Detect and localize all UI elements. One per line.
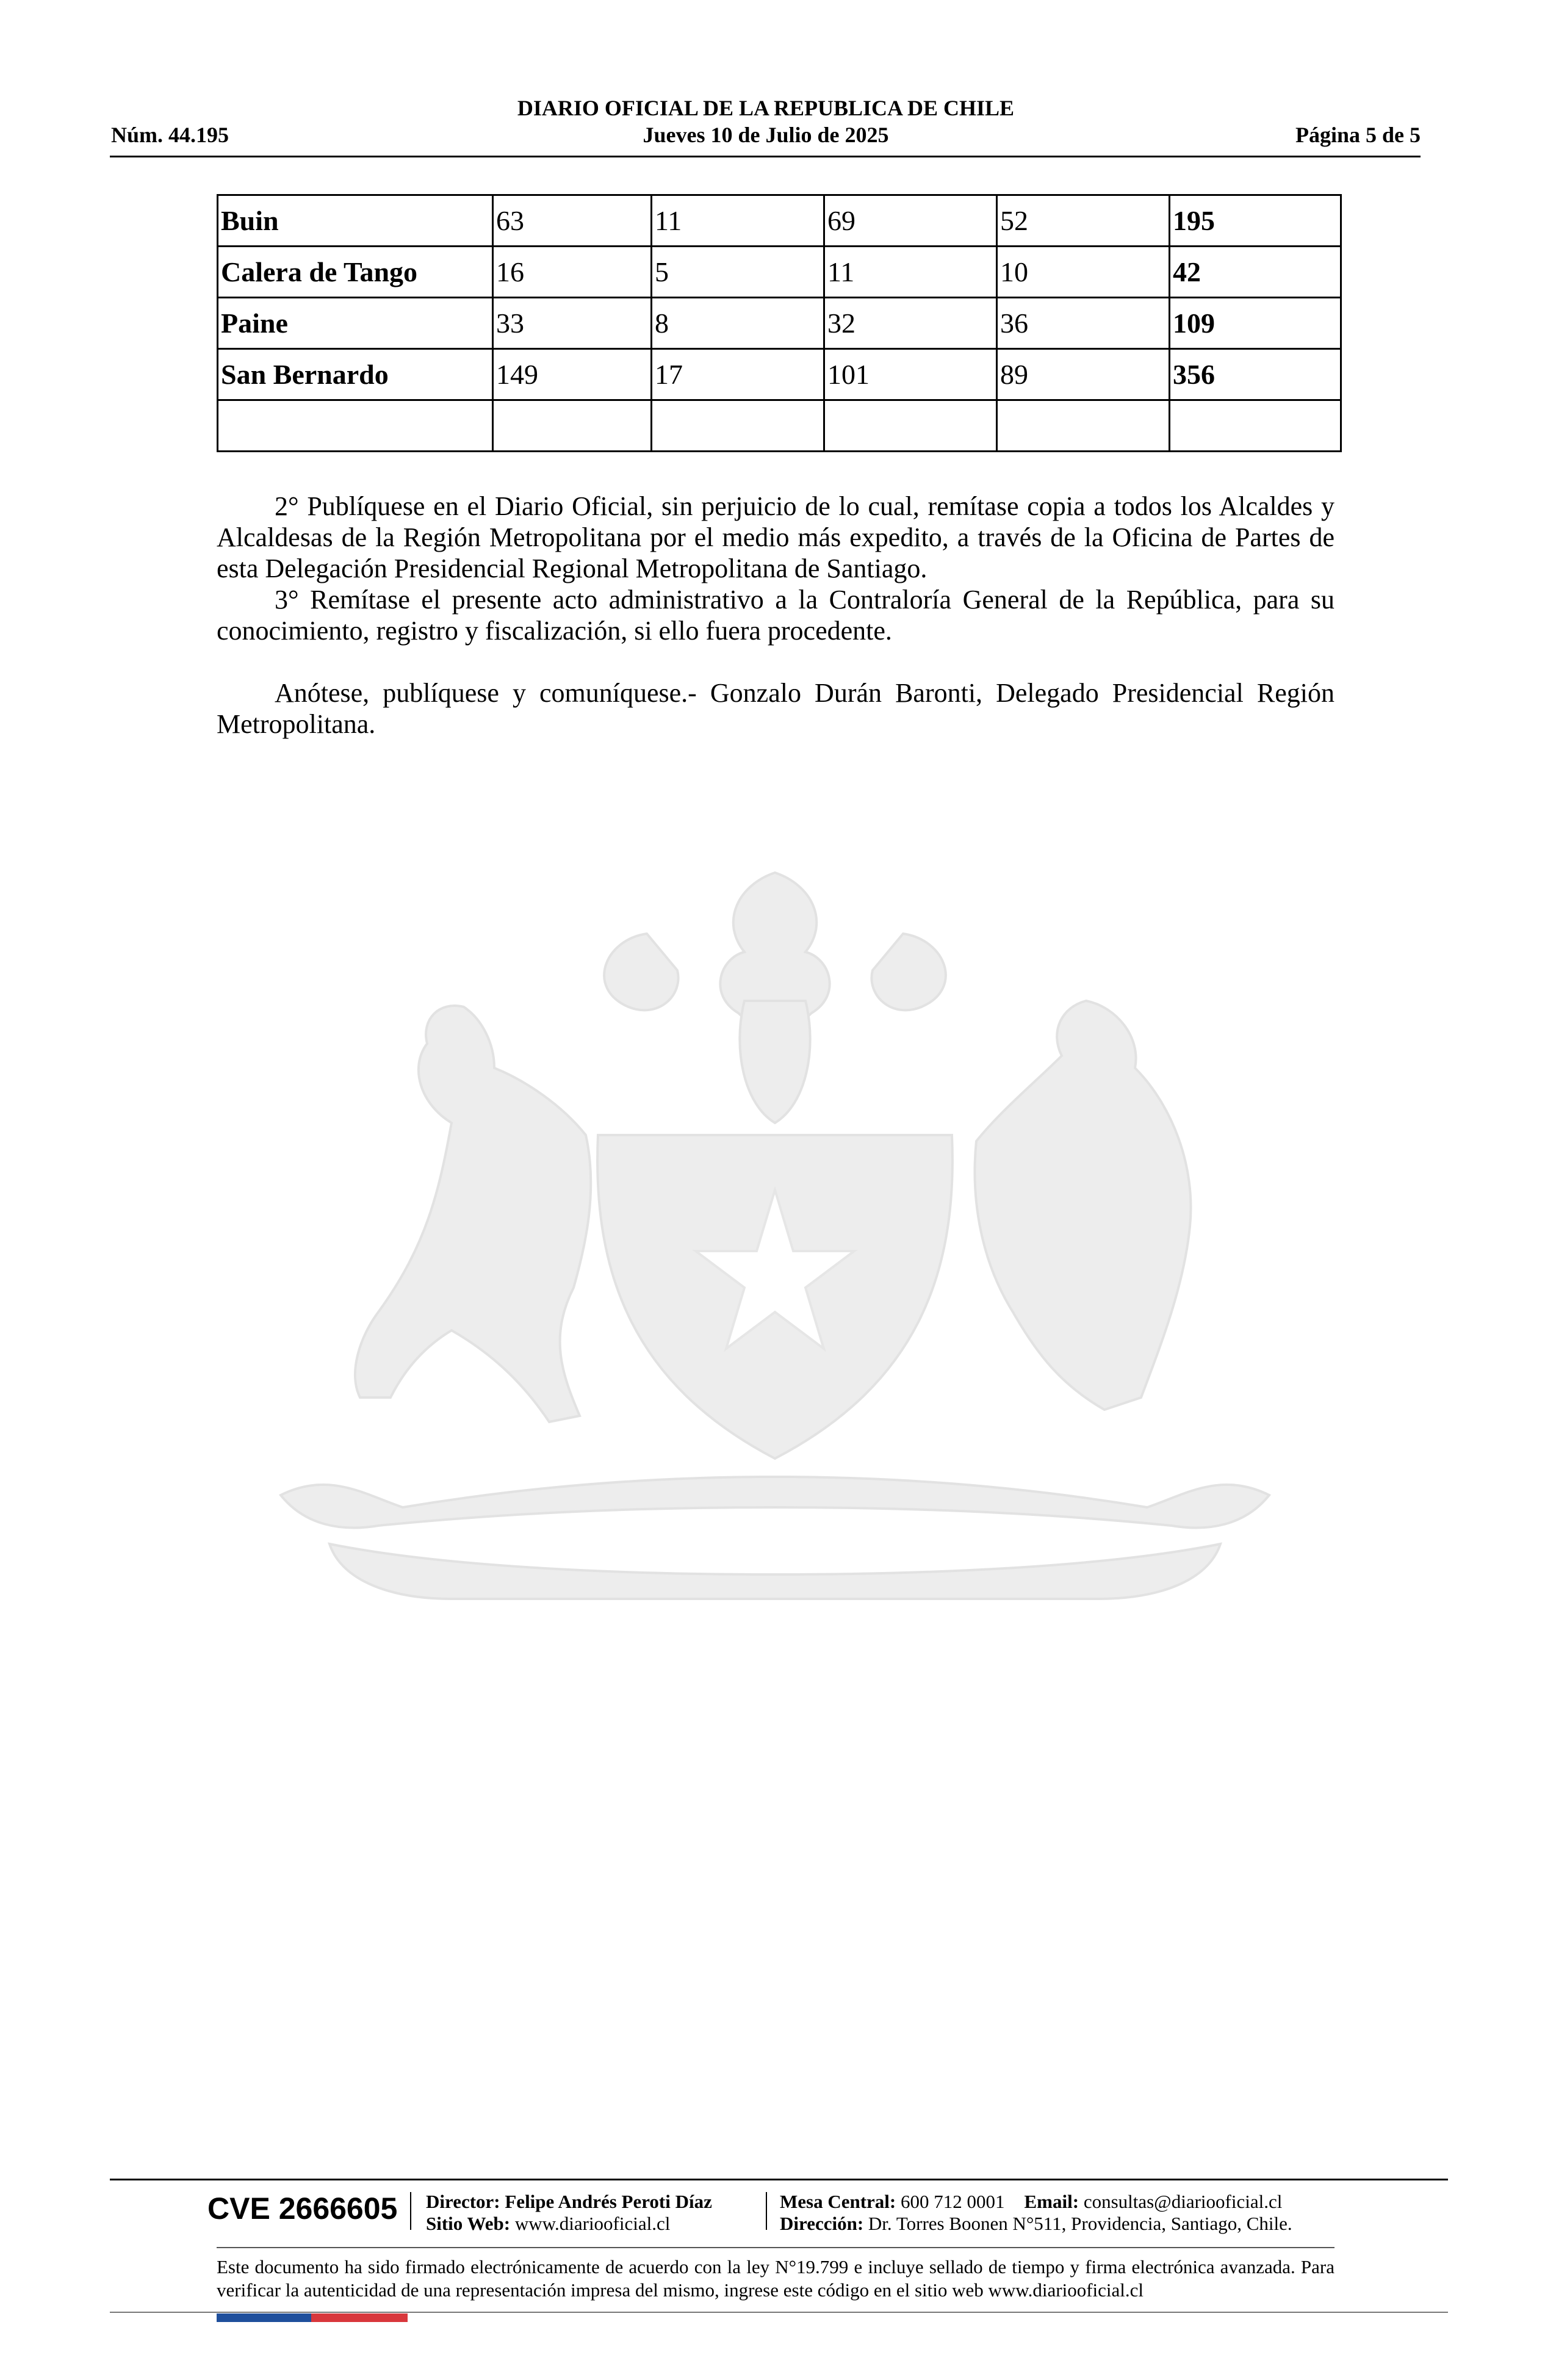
footer-contact-block bbox=[780, 2191, 1292, 2235]
commune-name: San Bernardo bbox=[218, 349, 493, 400]
website-link[interactable]: www.diariooficial.cl bbox=[514, 2213, 671, 2234]
paragraph-3: 3° Remítase el presente acto administrativo a la Contraloría General de la República, para su conocimiento, registro y fiscalización, si ello fuera procedente. bbox=[217, 585, 1334, 646]
mesa-central-phone: 600 712 0001 bbox=[901, 2191, 1005, 2212]
value-cell: 32 bbox=[824, 298, 997, 349]
value-cell: 101 bbox=[824, 349, 997, 400]
footer-divider-top bbox=[110, 2179, 1448, 2180]
cve-code: CVE 2666605 bbox=[207, 2191, 398, 2226]
value-cell: 33 bbox=[493, 298, 652, 349]
value-cell: 149 bbox=[493, 349, 652, 400]
address-label: Dirección: bbox=[780, 2213, 864, 2234]
issue-number: Núm. 44.195 bbox=[111, 123, 229, 147]
table-row bbox=[218, 247, 1341, 298]
value-cell: 63 bbox=[493, 195, 652, 247]
table-row bbox=[218, 400, 1341, 452]
director-name: Felipe Andrés Peroti Díaz bbox=[505, 2191, 712, 2212]
issue-date: Jueves 10 de Julio de 2025 bbox=[643, 123, 889, 147]
paragraph-2: 2° Publíquese en el Diario Oficial, sin perjuicio de lo cual, remítase copia a todos los Alcaldes y Alcaldesas de la Región Metropolitana por el medio más expedito, a través de la Oficina de Partes de esta Delegación Presidencial Regional Metropolitana de Santiago. bbox=[217, 491, 1334, 583]
signature-disclaimer: Este documento ha sido firmado electrónicamente de acuerdo con la ley N°19.799 e incluye sellado de tiempo y firma electrónica avanzada. Para verificar la autenticidad de una representación impresa del mismo, ingrese este código en el sitio web www.diariooficial.cl bbox=[217, 2256, 1334, 2301]
value-cell: 5 bbox=[652, 247, 824, 298]
flag-stripe-red bbox=[311, 2313, 408, 2322]
value-cell: 10 bbox=[997, 247, 1170, 298]
commune-name: Buin bbox=[218, 195, 493, 247]
value-cell: 17 bbox=[652, 349, 824, 400]
value-cell: 8 bbox=[652, 298, 824, 349]
director-label: Director: bbox=[426, 2191, 500, 2212]
commune-name: Paine bbox=[218, 298, 493, 349]
closing-paragraph: Anótese, publíquese y comuníquese.- Gonzalo Durán Baronti, Delegado Presidencial Región Metropolitana. bbox=[217, 678, 1334, 739]
footer-director-block bbox=[426, 2191, 712, 2235]
value-cell: 52 bbox=[997, 195, 1170, 247]
commune-name bbox=[218, 400, 493, 452]
value-cell: 11 bbox=[652, 195, 824, 247]
mesa-central-label: Mesa Central: bbox=[780, 2191, 896, 2212]
footer-separator bbox=[766, 2192, 767, 2230]
footer-divider-bottom bbox=[110, 2312, 1448, 2313]
commune-name: Calera de Tango bbox=[218, 247, 493, 298]
total-cell: 356 bbox=[1170, 349, 1341, 400]
value-cell: 36 bbox=[997, 298, 1170, 349]
value-cell bbox=[997, 400, 1170, 452]
total-cell: 42 bbox=[1170, 247, 1341, 298]
total-cell bbox=[1170, 400, 1341, 452]
email-label: Email: bbox=[1024, 2191, 1079, 2212]
table-row bbox=[218, 349, 1341, 400]
value-cell bbox=[652, 400, 824, 452]
total-cell: 109 bbox=[1170, 298, 1341, 349]
coat-of-arms-watermark bbox=[207, 848, 1342, 1660]
total-cell: 195 bbox=[1170, 195, 1341, 247]
flag-stripe-blue bbox=[217, 2313, 311, 2322]
footer-divider-middle bbox=[217, 2247, 1334, 2248]
value-cell: 16 bbox=[493, 247, 652, 298]
value-cell: 11 bbox=[824, 247, 997, 298]
header-divider bbox=[110, 156, 1421, 157]
table-row bbox=[218, 298, 1341, 349]
value-cell bbox=[493, 400, 652, 452]
table-row bbox=[218, 195, 1341, 247]
value-cell: 69 bbox=[824, 195, 997, 247]
newspaper-title: DIARIO OFICIAL DE LA REPUBLICA DE CHILE bbox=[517, 96, 1015, 120]
value-cell: 89 bbox=[997, 349, 1170, 400]
commune-table bbox=[217, 194, 1342, 452]
website-label: Sitio Web: bbox=[426, 2213, 511, 2234]
value-cell bbox=[824, 400, 997, 452]
page-number: Página 5 de 5 bbox=[1295, 123, 1421, 147]
email-link[interactable]: consultas@diariooficial.cl bbox=[1083, 2191, 1283, 2212]
address-value: Dr. Torres Boonen N°511, Providencia, Santiago, Chile. bbox=[868, 2213, 1292, 2234]
footer-separator bbox=[410, 2192, 411, 2230]
